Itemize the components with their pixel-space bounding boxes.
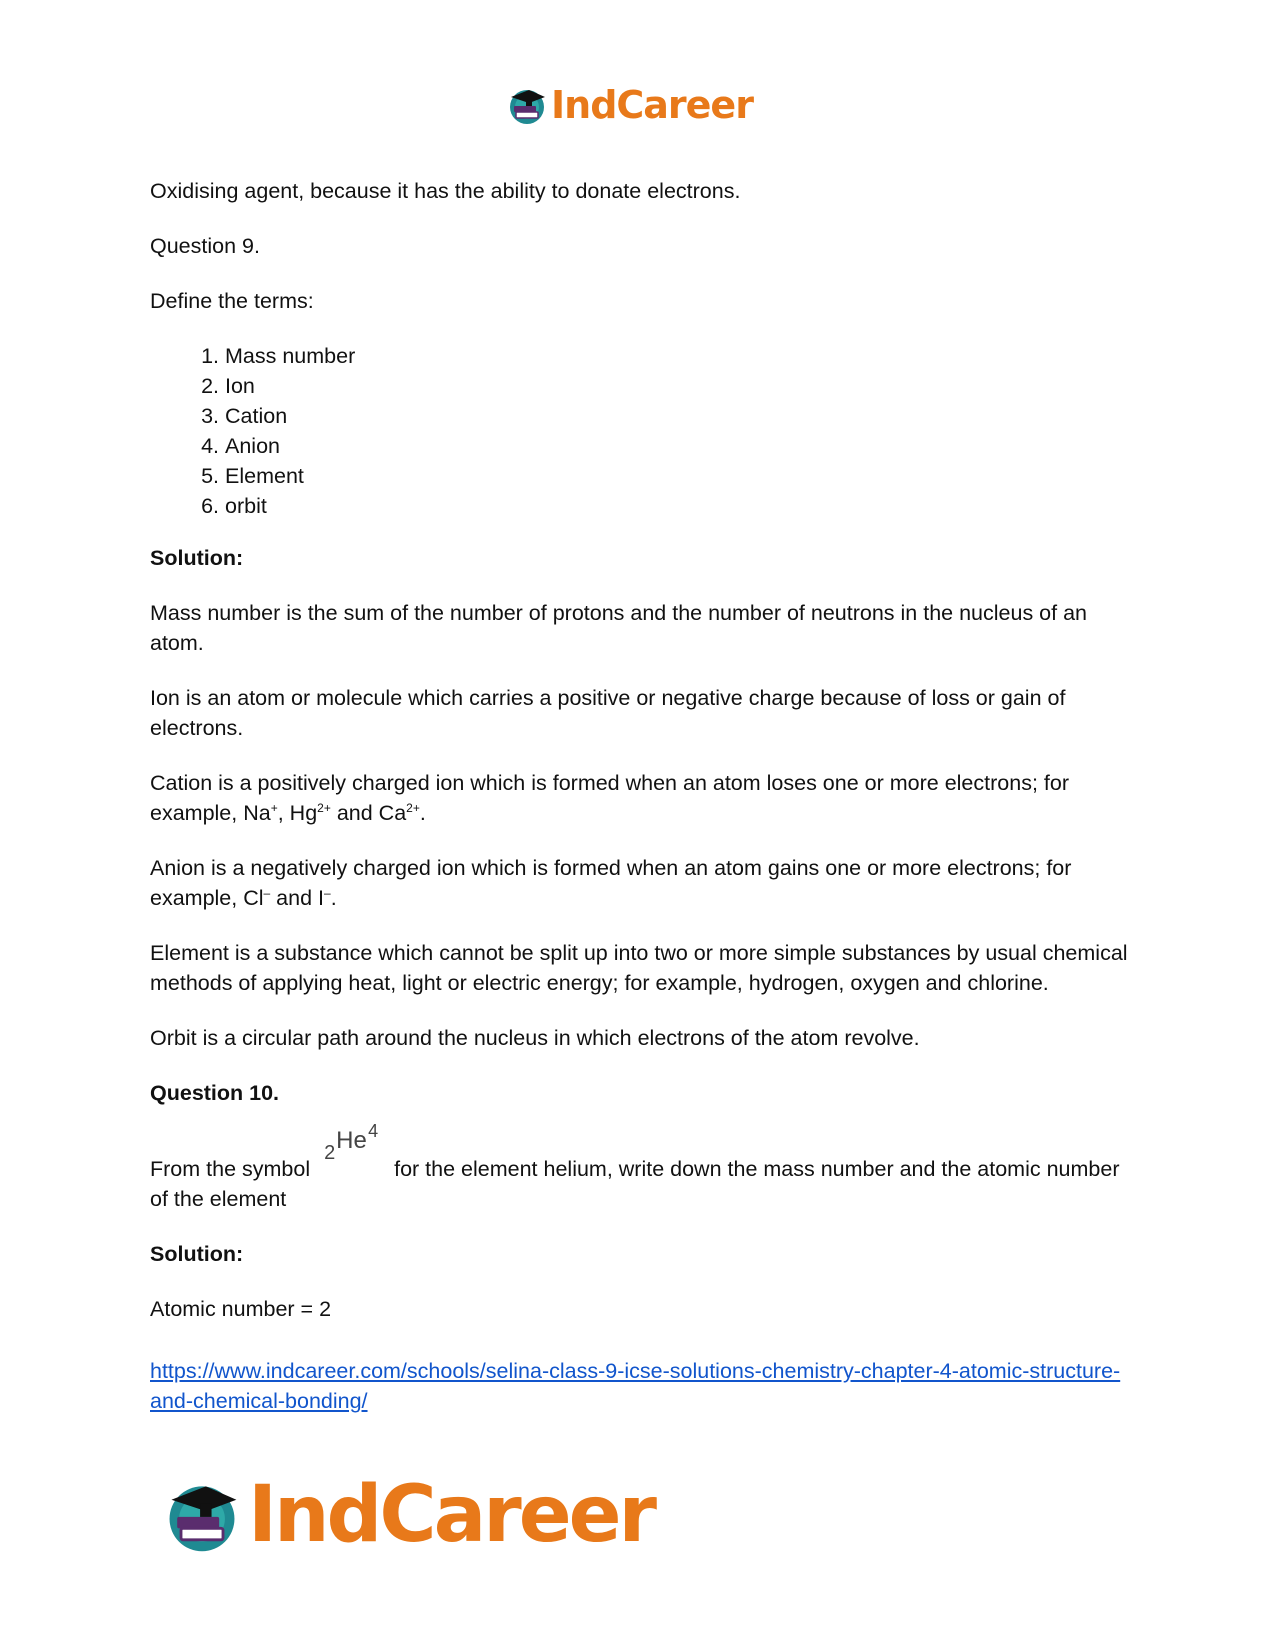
previous-answer: Oxidising agent, because it has the ability to donate electrons. xyxy=(150,179,741,203)
question-9-prompt: Define the terms: xyxy=(150,289,314,313)
logo-text: IndCareer xyxy=(551,83,753,127)
anion-text: . xyxy=(330,886,337,910)
list-item: 4. Anion xyxy=(225,431,1130,461)
question-9-heading: Question 9. xyxy=(150,234,260,258)
solution-label: Solution: xyxy=(150,1242,244,1266)
source-link[interactable]: https://www.indcareer.com/schools/selina-class-9-icse-solutions-chemistry-chapter-4-atomic-structure-and-chemical-bonding/ xyxy=(150,1359,1121,1413)
ion-definition: Ion is an atom or molecule which carries a positive or negative charge because of loss or gain of electrons. xyxy=(150,686,1066,740)
atomic-number-subscript: 2 xyxy=(324,1142,336,1164)
charge-superscript: + xyxy=(270,801,278,815)
list-item: 6. orbit xyxy=(225,491,1130,521)
mass-number-definition: Mass number is the sum of the number of protons and the number of neutrons in the nucleus of an atom. xyxy=(150,601,1087,655)
prompt-text: From the symbol xyxy=(150,1157,311,1181)
footer-logo xyxy=(160,1470,654,1560)
charge-superscript: – xyxy=(324,886,331,900)
cation-definition xyxy=(150,768,1130,828)
element-definition: Element is a substance which cannot be split up into two or more simple substances by usual chemical methods of applying heat, light or electric energy; for example, hydrogen, oxygen and chlorine. xyxy=(150,941,1128,995)
anion-definition xyxy=(150,853,1130,913)
graduation-cap-book-globe-icon xyxy=(505,83,549,127)
cation-text: , Hg xyxy=(277,801,318,825)
logo-text: IndCareer xyxy=(248,1470,654,1560)
cation-text: Cation is a positively charged ion which is formed when an atom loses one or more electrons; for example, Na xyxy=(150,771,1069,825)
list-item: 3. Cation xyxy=(225,401,1130,431)
charge-superscript: 2+ xyxy=(317,801,331,815)
question-10-heading: Question 10. xyxy=(150,1081,280,1105)
document-body xyxy=(150,176,1130,1441)
graduation-cap-book-globe-icon xyxy=(160,1473,244,1557)
charge-superscript: 2+ xyxy=(406,801,420,815)
list-item: 2. Ion xyxy=(225,371,1130,401)
prompt-text: for the element helium, write down the mass number and the atomic number of the element xyxy=(150,1157,1120,1211)
cation-text: and Ca xyxy=(330,801,407,825)
anion-text: Anion is a negatively charged ion which is formed when an atom gains one or more electrons; for example, Cl xyxy=(150,856,1072,910)
element-symbol: He xyxy=(336,1127,367,1154)
mass-number-superscript: 4 xyxy=(368,1121,379,1141)
list-item: 5. Element xyxy=(225,461,1130,491)
anion-text: and I xyxy=(270,886,324,910)
cation-text: . xyxy=(419,801,426,825)
question-10-prompt xyxy=(150,1121,1130,1214)
orbit-definition: Orbit is a circular path around the nucleus in which electrons of the atom revolve. xyxy=(150,1026,920,1050)
header-logo xyxy=(505,80,753,130)
atomic-number-answer: Atomic number = 2 xyxy=(150,1297,332,1321)
terms-list xyxy=(150,341,1130,521)
list-item: 1. Mass number xyxy=(225,341,1130,371)
source-link-paragraph xyxy=(150,1356,1130,1416)
charge-superscript: – xyxy=(263,886,271,900)
solution-label: Solution: xyxy=(150,546,244,570)
helium-symbol xyxy=(320,1121,382,1176)
